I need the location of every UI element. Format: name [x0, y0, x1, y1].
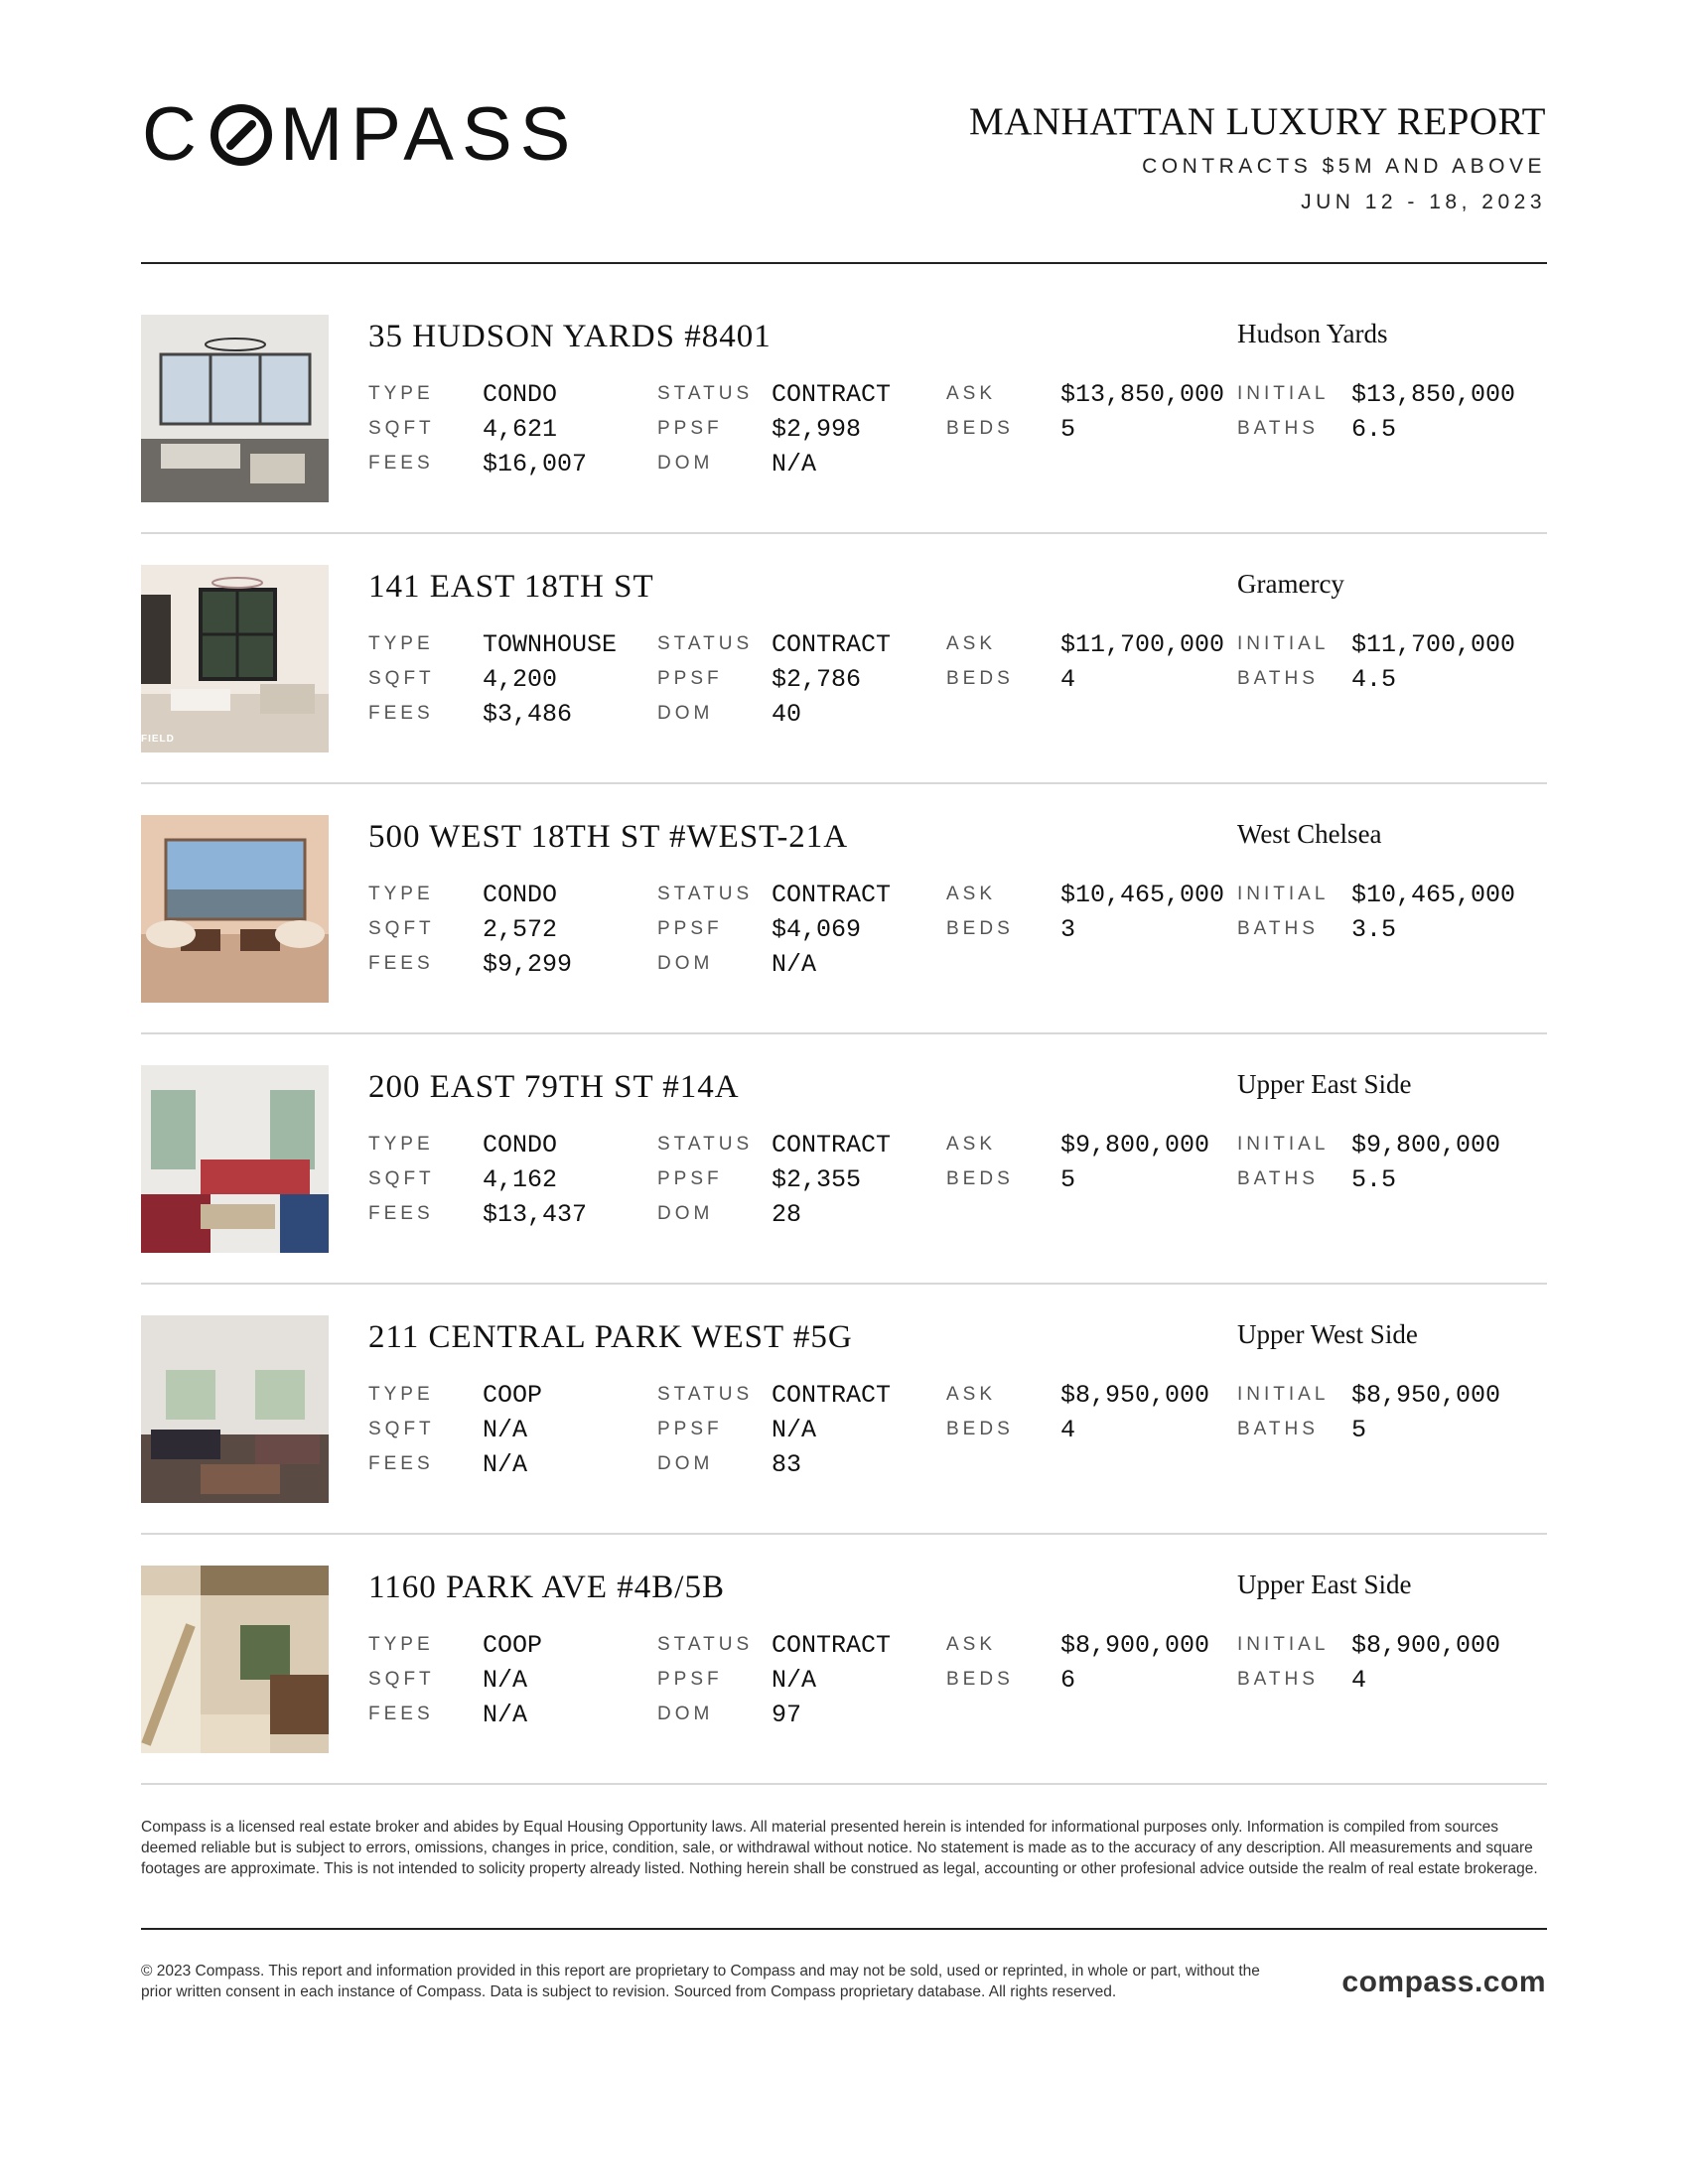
field-label-ppsf: PPSF [657, 918, 723, 939]
listing-photo[interactable] [141, 815, 329, 1003]
field-label-baths: BATHS [1237, 1168, 1319, 1189]
field-label-status: STATUS [657, 1134, 754, 1155]
field-label-dom: DOM [657, 1203, 714, 1224]
field-value-sqft: 4,162 [483, 1165, 558, 1194]
field-value-type: CONDO [483, 881, 558, 909]
field-value-ask: $10,465,000 [1060, 881, 1225, 909]
field-label-status: STATUS [657, 1384, 754, 1405]
field-value-fees: $9,299 [483, 950, 573, 979]
field-label-baths: BATHS [1237, 668, 1319, 689]
field-value-status: CONTRACT [772, 380, 892, 409]
field-label-initial: INITIAL [1237, 1384, 1330, 1405]
field-label-ask: ASK [946, 1634, 997, 1655]
report-date-range: JUN 12 - 18, 2023 [1301, 191, 1546, 213]
field-value-ask: $8,950,000 [1060, 1381, 1210, 1410]
field-value-ask: $11,700,000 [1060, 630, 1225, 659]
field-label-fees: FEES [368, 953, 434, 974]
listing-address[interactable]: 200 EAST 79TH ST #14A [368, 1069, 740, 1105]
field-value-sqft: N/A [483, 1666, 528, 1695]
field-value-baths: 6.5 [1351, 415, 1397, 444]
listing-photo[interactable] [141, 1315, 329, 1503]
listing-divider [141, 532, 1547, 534]
field-value-status: CONTRACT [772, 1131, 892, 1160]
field-value-ppsf: $4,069 [772, 915, 862, 944]
listing-row[interactable] [141, 565, 1547, 815]
field-label-dom: DOM [657, 1453, 714, 1474]
field-label-initial: INITIAL [1237, 884, 1330, 904]
listing-neighborhood: West Chelsea [1237, 819, 1382, 849]
field-value-ppsf: N/A [772, 1666, 817, 1695]
listing-divider [141, 782, 1547, 784]
field-value-beds: 5 [1060, 1165, 1076, 1194]
field-value-fees: N/A [483, 1450, 528, 1479]
field-label-ppsf: PPSF [657, 668, 723, 689]
field-value-dom: 97 [772, 1701, 802, 1729]
field-label-ppsf: PPSF [657, 1419, 723, 1439]
field-label-beds: BEDS [946, 1419, 1014, 1439]
website-link[interactable]: compass.com [1341, 1966, 1546, 1998]
field-value-initial: $10,465,000 [1351, 881, 1516, 909]
field-value-ppsf: $2,355 [772, 1165, 862, 1194]
field-label-baths: BATHS [1237, 1669, 1319, 1690]
field-label-fees: FEES [368, 1704, 434, 1724]
listing-address[interactable]: 35 HUDSON YARDS #8401 [368, 319, 772, 354]
listing-row[interactable] [141, 1065, 1547, 1315]
logo-mpass: MPASS [279, 92, 579, 177]
field-label-initial: INITIAL [1237, 1134, 1330, 1155]
field-label-ppsf: PPSF [657, 1168, 723, 1189]
field-value-sqft: 2,572 [483, 915, 558, 944]
field-value-beds: 4 [1060, 665, 1076, 694]
listing-divider [141, 1783, 1547, 1785]
field-label-sqft: SQFT [368, 1168, 435, 1189]
field-label-initial: INITIAL [1237, 633, 1330, 654]
report-title: MANHATTAN LUXURY REPORT [969, 100, 1546, 143]
listing-divider [141, 1032, 1547, 1034]
field-label-sqft: SQFT [368, 1669, 435, 1690]
field-value-baths: 5 [1351, 1416, 1367, 1444]
field-label-sqft: SQFT [368, 918, 435, 939]
field-value-dom: 40 [772, 700, 802, 729]
field-label-status: STATUS [657, 633, 754, 654]
field-label-type: TYPE [368, 633, 434, 654]
field-value-status: CONTRACT [772, 630, 892, 659]
field-label-type: TYPE [368, 1634, 434, 1655]
field-value-status: CONTRACT [772, 881, 892, 909]
listing-neighborhood: Upper West Side [1237, 1319, 1418, 1349]
listing-photo[interactable] [141, 1566, 329, 1753]
listing-address[interactable]: 141 EAST 18TH ST [368, 569, 654, 605]
field-value-ask: $9,800,000 [1060, 1131, 1210, 1160]
listing-photo[interactable] [141, 565, 329, 752]
field-label-status: STATUS [657, 884, 754, 904]
field-label-ask: ASK [946, 1134, 997, 1155]
field-label-type: TYPE [368, 1134, 434, 1155]
field-label-ask: ASK [946, 383, 997, 404]
listing-row[interactable] [141, 1566, 1547, 1816]
field-value-initial: $13,850,000 [1351, 380, 1516, 409]
field-label-dom: DOM [657, 953, 714, 974]
field-value-ask: $13,850,000 [1060, 380, 1225, 409]
field-value-baths: 3.5 [1351, 915, 1397, 944]
field-value-ppsf: $2,786 [772, 665, 862, 694]
field-value-initial: $8,950,000 [1351, 1381, 1501, 1410]
field-value-initial: $8,900,000 [1351, 1631, 1501, 1660]
field-label-ask: ASK [946, 884, 997, 904]
listing-divider [141, 1283, 1547, 1285]
field-label-ppsf: PPSF [657, 1669, 723, 1690]
field-label-fees: FEES [368, 1203, 434, 1224]
field-value-baths: 4.5 [1351, 665, 1397, 694]
field-value-status: CONTRACT [772, 1381, 892, 1410]
field-value-type: CONDO [483, 380, 558, 409]
field-value-beds: 4 [1060, 1416, 1076, 1444]
field-value-beds: 3 [1060, 915, 1076, 944]
logo-o-icon [209, 102, 274, 168]
field-label-fees: FEES [368, 1453, 434, 1474]
field-label-fees: FEES [368, 453, 434, 474]
field-value-sqft: 4,200 [483, 665, 558, 694]
field-label-status: STATUS [657, 383, 754, 404]
field-label-baths: BATHS [1237, 1419, 1319, 1439]
field-value-fees: $13,437 [483, 1200, 588, 1229]
field-value-type: CONDO [483, 1131, 558, 1160]
field-label-type: TYPE [368, 1384, 434, 1405]
photo-watermark: FIELD [141, 734, 175, 745]
field-label-beds: BEDS [946, 668, 1014, 689]
field-value-type: TOWNHOUSE [483, 630, 618, 659]
field-value-ppsf: N/A [772, 1416, 817, 1444]
field-value-ask: $8,900,000 [1060, 1631, 1210, 1660]
field-label-dom: DOM [657, 453, 714, 474]
field-label-sqft: SQFT [368, 418, 435, 439]
field-label-beds: BEDS [946, 918, 1014, 939]
field-value-baths: 5.5 [1351, 1165, 1397, 1194]
field-label-ask: ASK [946, 633, 997, 654]
listing-address[interactable]: 1160 PARK AVE #4B/5B [368, 1570, 725, 1605]
field-label-type: TYPE [368, 884, 434, 904]
field-value-dom: 83 [772, 1450, 802, 1479]
listing-divider [141, 1533, 1547, 1535]
footer-divider [141, 1928, 1547, 1930]
field-label-ask: ASK [946, 1384, 997, 1405]
field-value-type: COOP [483, 1631, 543, 1660]
field-label-baths: BATHS [1237, 418, 1319, 439]
field-value-initial: $11,700,000 [1351, 630, 1516, 659]
field-label-baths: BATHS [1237, 918, 1319, 939]
field-label-status: STATUS [657, 1634, 754, 1655]
field-value-ppsf: $2,998 [772, 415, 862, 444]
field-value-dom: N/A [772, 450, 817, 478]
listing-row[interactable] [141, 315, 1547, 565]
copyright-notice: © 2023 Compass. This report and information provided in this report are proprietary to Compass and may not be sold, used or reprinted, in whole or part, without the prior written consent in each instance of Compass. Data is subject to revision. Sourced from Compass proprietary database. All rights reserved. [141, 1963, 1260, 2000]
field-value-status: CONTRACT [772, 1631, 892, 1660]
field-label-beds: BEDS [946, 1669, 1014, 1690]
field-value-dom: 28 [772, 1200, 802, 1229]
listing-neighborhood: Upper East Side [1237, 1570, 1412, 1599]
field-label-sqft: SQFT [368, 668, 435, 689]
field-label-initial: INITIAL [1237, 1634, 1330, 1655]
field-value-baths: 4 [1351, 1666, 1367, 1695]
listing-address[interactable]: 500 WEST 18TH ST #WEST-21A [368, 819, 849, 855]
listing-photo[interactable] [141, 315, 329, 502]
field-label-fees: FEES [368, 703, 434, 724]
field-label-sqft: SQFT [368, 1419, 435, 1439]
listing-neighborhood: Hudson Yards [1237, 319, 1388, 348]
field-label-beds: BEDS [946, 418, 1014, 439]
listing-row[interactable] [141, 1315, 1547, 1566]
legal-disclaimer: Compass is a licensed real estate broker and abides by Equal Housing Opportunity laws. All material presented herein is intended for informational purposes only. Information is compiled from sources deemed reliable but is subject to errors, omissions, changes in price, condition, sale, or withdrawal without notice. No statement is made as to the accuracy of any description. All measurements and square footages are approximate. This is not intended to solicity property already listed. Nothing herein shall be construed as legal, accounting or other profesional advice outside the realm of real estate brokerage. [141, 1819, 1538, 1877]
field-value-dom: N/A [772, 950, 817, 979]
field-value-type: COOP [483, 1381, 543, 1410]
field-label-initial: INITIAL [1237, 383, 1330, 404]
field-value-beds: 5 [1060, 415, 1076, 444]
field-label-type: TYPE [368, 383, 434, 404]
header-divider [141, 262, 1547, 264]
field-value-fees: $16,007 [483, 450, 588, 478]
field-label-ppsf: PPSF [657, 418, 723, 439]
listing-neighborhood: Gramercy [1237, 569, 1344, 599]
field-value-fees: $3,486 [483, 700, 573, 729]
field-label-dom: DOM [657, 703, 714, 724]
field-value-initial: $9,800,000 [1351, 1131, 1501, 1160]
field-label-dom: DOM [657, 1704, 714, 1724]
logo-c: C [142, 92, 205, 177]
field-value-sqft: 4,621 [483, 415, 558, 444]
listing-row[interactable] [141, 815, 1547, 1065]
listing-neighborhood: Upper East Side [1237, 1069, 1412, 1099]
listing-photo[interactable] [141, 1065, 329, 1253]
field-value-sqft: N/A [483, 1416, 528, 1444]
compass-logo [142, 92, 579, 177]
field-value-fees: N/A [483, 1701, 528, 1729]
field-value-beds: 6 [1060, 1666, 1076, 1695]
field-label-beds: BEDS [946, 1168, 1014, 1189]
report-subtitle: CONTRACTS $5M AND ABOVE [1142, 155, 1546, 178]
listing-address[interactable]: 211 CENTRAL PARK WEST #5G [368, 1319, 853, 1355]
